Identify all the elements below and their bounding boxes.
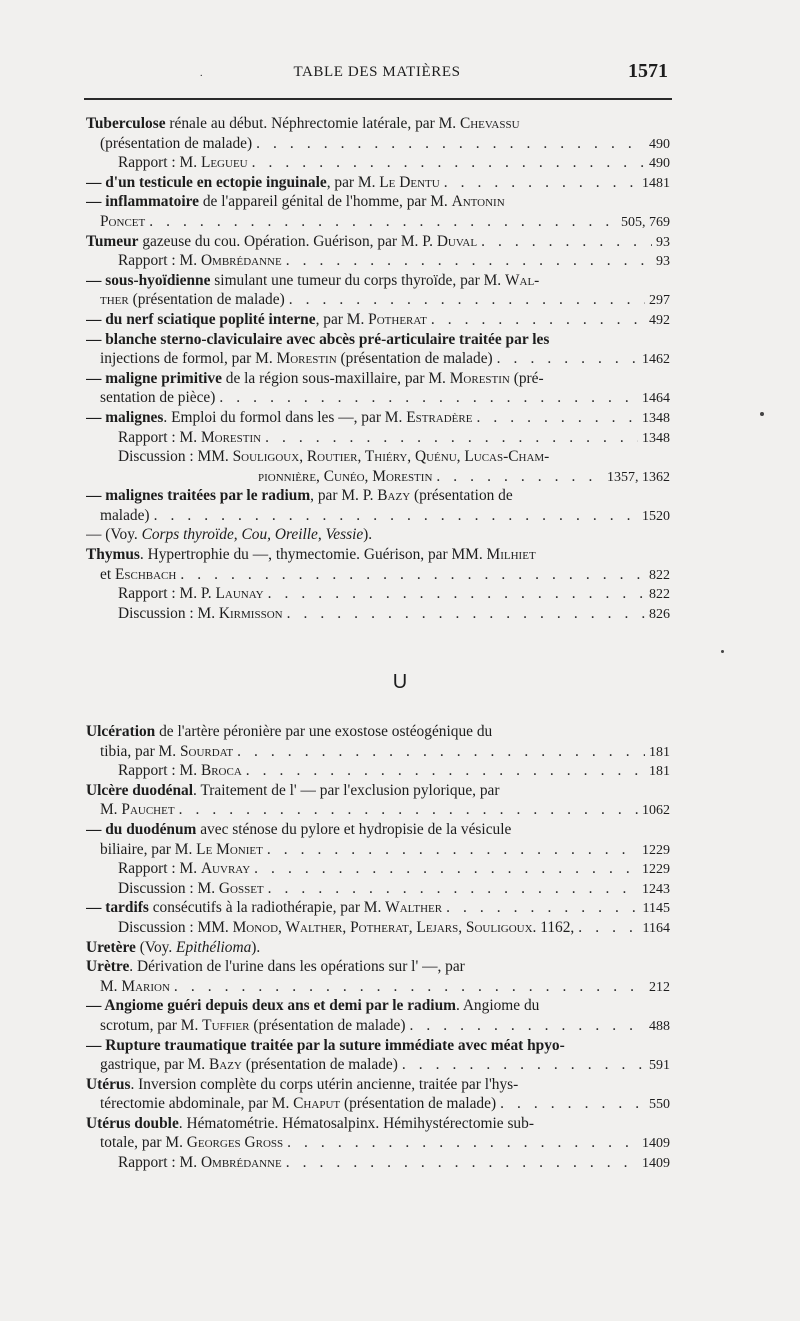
text-run: Pauchet [121, 801, 175, 819]
page-reference: 490 [649, 156, 670, 172]
index-line [86, 1094, 670, 1114]
index-line [86, 977, 670, 997]
text-run: Ombrédanne [200, 252, 282, 270]
text-run: Discussion : M. [118, 604, 219, 622]
text-run: (présentation de [410, 487, 513, 505]
dot-leader [179, 800, 638, 820]
index-line [86, 840, 670, 860]
index-line [86, 134, 670, 154]
index-line [86, 565, 670, 585]
index-line [86, 330, 670, 350]
index-line [86, 1133, 670, 1153]
index-line [86, 604, 670, 624]
page-reference: 212 [649, 979, 670, 995]
text-run: Morestin [200, 428, 262, 446]
index-line [86, 898, 670, 918]
index-line [86, 820, 670, 840]
index-line [86, 722, 670, 742]
text-run: — malignes [86, 408, 164, 426]
index-text [86, 938, 260, 958]
text-run: Discussion : M. [118, 879, 219, 897]
page-reference: 93 [656, 254, 670, 270]
dot-leader [409, 1016, 645, 1036]
index-line [86, 584, 670, 604]
text-run: Morestin [276, 350, 337, 368]
text-run: M. [100, 977, 122, 995]
text-run: (présentation de malade) [249, 1016, 406, 1034]
index-line [86, 192, 670, 212]
text-run: Poncet [100, 212, 146, 230]
index-text [86, 192, 505, 212]
text-run: Chaput [293, 1095, 341, 1113]
text-run: Ulcération [86, 723, 156, 740]
text-run: Rapport : M. [118, 762, 201, 780]
text-run: Tumeur [86, 232, 139, 250]
index-line [86, 388, 670, 408]
text-run: Utérus [86, 1075, 131, 1093]
text-run: Souligoux, Routier, Thiéry, Quénu, Lucas-Cham- [232, 448, 550, 466]
index-text [86, 173, 440, 193]
page-reference: 93 [656, 234, 670, 250]
index-text [118, 153, 248, 173]
text-run: Broca [200, 762, 242, 780]
page-reference: 826 [649, 606, 670, 622]
index-line [86, 957, 670, 977]
text-run: , par M. [315, 310, 369, 328]
dot-leader [497, 349, 638, 369]
index-text [258, 467, 432, 487]
text-run: — du duodénum [86, 820, 197, 838]
page-reference: 1145 [642, 901, 670, 917]
text-run: sentation de pièce) [100, 389, 216, 407]
text-run: Potherat [368, 310, 427, 328]
text-run: Le Moniet [196, 840, 263, 858]
index-text [118, 604, 283, 624]
text-run: . Angiome du [455, 997, 540, 1015]
text-run: (présentation de malade) [241, 1056, 398, 1074]
index-text [86, 957, 465, 977]
text-run: (Voy. [135, 938, 177, 956]
text-run: — (Voy. [86, 526, 142, 544]
index-line [86, 408, 670, 428]
index-text [86, 898, 442, 918]
index-text [86, 781, 500, 801]
text-run: . 1162, [532, 918, 575, 936]
index-text [118, 1153, 282, 1173]
index-line [86, 251, 670, 271]
text-run: totale, par M. [100, 1134, 187, 1152]
text-run: . Inversion complète du corps utérin ancienne, traitée par l'hys- [130, 1075, 519, 1093]
page-reference: 1357, 1362 [607, 469, 670, 485]
index-line [86, 153, 670, 173]
index-text [86, 369, 544, 389]
text-run: Eschbach [114, 565, 177, 583]
index-text [100, 1133, 283, 1153]
index-line [86, 1016, 670, 1036]
index-line [86, 1055, 670, 1075]
text-run: biliaire, par M. [100, 840, 197, 858]
text-run: Discussion : MM. [118, 918, 233, 936]
text-run: . Emploi du formol dans les —, par M. [163, 408, 407, 426]
text-run: simulant une tumeur du corps thyroïde, par M. [210, 271, 505, 289]
text-run: rénale au début. Néphrectomie latérale, par M. [165, 115, 460, 132]
text-run: Chevassu [459, 115, 520, 132]
index-text [100, 388, 215, 408]
index-text [86, 1036, 565, 1056]
text-run: Tuberculose [86, 115, 166, 132]
text-run: Monod, Walther, Potherat, Lejars, Souligoux [232, 918, 533, 936]
index-line [86, 742, 670, 762]
text-run: — tardifs [86, 899, 149, 917]
index-line [86, 232, 670, 252]
page-reference: 505, 769 [621, 214, 670, 230]
text-run: — maligne primitive [86, 369, 222, 387]
print-speck [721, 650, 724, 653]
text-run: de la région sous-maxillaire, par M. [221, 369, 450, 387]
dot-leader [444, 173, 638, 193]
index-text [86, 486, 513, 506]
page-reference: 822 [649, 567, 670, 583]
text-run: . Traitement de l' — par l'exclusion pylorique, par [193, 781, 500, 799]
text-run: Epithélioma [176, 938, 252, 956]
index-line [86, 525, 670, 545]
page-reference: 1464 [642, 391, 670, 407]
dot-leader [254, 859, 638, 879]
index-text [86, 330, 549, 350]
page-reference: 490 [649, 136, 670, 152]
text-run: Walther [385, 899, 443, 917]
print-speck [760, 412, 764, 416]
text-run: , par M. [326, 173, 380, 191]
text-run: Duval [436, 232, 478, 250]
index-text [100, 1094, 496, 1114]
page-reference: 1229 [642, 862, 670, 878]
index-line [86, 859, 670, 879]
page-reference: 181 [649, 744, 670, 760]
page-reference: 1348 [642, 410, 670, 426]
index-text [86, 722, 492, 742]
index-line [86, 173, 670, 193]
index-line [86, 761, 670, 781]
page-reference: 591 [649, 1058, 670, 1074]
text-run: (pré- [509, 369, 544, 387]
text-run: Tuffier [202, 1016, 250, 1034]
page-reference: 1520 [642, 508, 670, 524]
dot-leader [446, 898, 638, 918]
text-run: Rapport : M. [118, 252, 201, 270]
index-text [100, 1016, 405, 1036]
dot-leader [578, 918, 638, 938]
running-header [84, 60, 670, 90]
dot-leader [287, 1133, 638, 1153]
text-run: ). [363, 526, 373, 544]
header-dot: . [200, 68, 203, 79]
text-run: — Angiome guéri depuis deux ans et demi par le radium [86, 997, 456, 1015]
text-run: — du nerf sciatique poplité interne [86, 310, 316, 328]
index-text [100, 1055, 398, 1075]
dot-leader [431, 310, 645, 330]
index-text [118, 918, 574, 938]
page-reference: 822 [649, 587, 670, 603]
dot-leader [219, 388, 638, 408]
index-line [86, 996, 670, 1016]
text-run: Rapport : M. [118, 428, 201, 446]
index-line [86, 879, 670, 899]
header-title: TABLE DES MATIÈRES [293, 64, 461, 80]
text-run: tibia, par M. [100, 742, 180, 760]
text-run: consécutifs à la radiothérapie, par M. [148, 899, 386, 917]
index-block-u [86, 722, 670, 1173]
text-run: . Dérivation de l'urine dans les opérations sur l' —, par [129, 958, 465, 976]
text-run: Rapport : M. P. [118, 585, 216, 603]
index-text [100, 349, 493, 369]
text-run: ther [100, 291, 129, 309]
text-run: Le Dentu [379, 173, 440, 191]
text-run: ). [251, 938, 261, 956]
index-text [100, 800, 175, 820]
page-reference: 181 [649, 764, 670, 780]
dot-leader [286, 251, 652, 271]
text-run: Launay [215, 585, 264, 603]
dot-leader [268, 879, 638, 899]
index-text [86, 232, 477, 252]
text-run: térectomie abdominale, par M. [100, 1095, 294, 1113]
dot-leader [402, 1055, 645, 1075]
text-run: Bazy [209, 1056, 242, 1074]
index-text [86, 1114, 534, 1134]
index-text [86, 408, 472, 428]
text-run: Rapport : M. [118, 154, 201, 172]
text-run: Corps thyroïde, Cou, Oreille, Vessie [141, 526, 364, 544]
text-run: injections de formol, par M. [100, 350, 277, 368]
index-line [86, 918, 670, 938]
dot-leader [246, 761, 645, 781]
index-line [86, 467, 670, 487]
text-run: . Hypertrophie du —, thymectomie. Guérison, par MM. [139, 546, 487, 564]
dot-leader [180, 565, 645, 585]
dot-leader [481, 232, 652, 252]
dot-leader [289, 290, 645, 310]
index-text [100, 134, 252, 154]
text-run: Uretère [86, 938, 136, 956]
page-reference: 492 [649, 312, 670, 328]
text-run: Ombrédanne [200, 1154, 282, 1172]
dot-leader [256, 134, 645, 154]
index-line [86, 1036, 670, 1056]
page-reference: 297 [649, 293, 670, 309]
index-text [86, 545, 536, 565]
text-run: gazeuse du cou. Opération. Guérison, par M. P. [138, 232, 437, 250]
text-run: — Rupture traumatique traitée par la suture immédiate avec méat hpyo- [86, 1036, 565, 1054]
text-run: — sous-hyoïdienne [86, 271, 211, 289]
dot-leader [476, 408, 638, 428]
dot-leader [154, 506, 638, 526]
index-line [86, 545, 670, 565]
index-line [86, 349, 670, 369]
page-number: 1571 [628, 60, 668, 82]
index-line [86, 1075, 670, 1095]
text-run: de l'appareil génital de l'homme, par M. [199, 193, 452, 211]
text-run: Auvray [200, 860, 251, 878]
index-text [86, 114, 520, 134]
text-run: Urètre [86, 958, 130, 976]
index-text [86, 820, 511, 840]
page-reference: 1164 [642, 920, 670, 936]
page-reference: 1409 [642, 1156, 670, 1172]
text-run: (présentation de malade) [100, 134, 253, 152]
index-block-t [86, 114, 670, 623]
text-run: Legueu [200, 154, 248, 172]
index-text [100, 742, 233, 762]
index-text [118, 584, 264, 604]
index-line [86, 212, 670, 232]
text-run: Estradère [406, 408, 473, 426]
text-run: malade) [100, 506, 150, 524]
text-run: Milhiet [486, 546, 536, 564]
page-reference: 488 [649, 1018, 670, 1034]
text-run: Rapport : M. [118, 1154, 201, 1172]
text-run: . Hématométrie. Hématosalpinx. Hémihystérectomie sub- [178, 1114, 534, 1132]
header-rule [84, 98, 672, 100]
index-text [86, 271, 539, 291]
text-run: Rapport : M. [118, 860, 201, 878]
text-run: de l'artère péronière par une exostose ostéogénique du [155, 723, 493, 740]
text-run: (présentation de malade) [128, 291, 285, 309]
text-run: pionnière, Cunéo, Morestin [258, 467, 433, 485]
page-reference: 1062 [642, 803, 670, 819]
index-text [100, 840, 263, 860]
index-line [86, 938, 670, 958]
index-text [86, 310, 427, 330]
page-reference: 1229 [642, 842, 670, 858]
dot-leader [265, 428, 638, 448]
text-run: (présentation de malade) [340, 1095, 497, 1113]
dot-leader [174, 977, 645, 997]
index-line [86, 1153, 670, 1173]
index-text [100, 290, 285, 310]
text-run: Morestin [449, 369, 510, 387]
text-run: Ulcère duodénal [86, 781, 194, 799]
page-reference: 1409 [642, 1136, 670, 1152]
dot-leader [287, 604, 645, 624]
text-run: Wal- [504, 271, 540, 289]
dot-leader [500, 1094, 645, 1114]
text-run: avec sténose du pylore et hydropisie de la vésicule [196, 820, 512, 838]
text-run: , par M. P. [310, 487, 378, 505]
text-run: (présentation de malade) [336, 350, 493, 368]
dot-leader [237, 742, 645, 762]
index-line [86, 800, 670, 820]
index-text [86, 1075, 518, 1095]
text-run: — blanche sterno-claviculaire avec abcès pré-articulaire traitée par les [86, 330, 550, 348]
page-reference: 1481 [642, 175, 670, 191]
text-run: — d'un testicule en ectopie inguinale [86, 173, 327, 191]
text-run: Antonin [451, 193, 505, 211]
index-text [86, 996, 539, 1016]
index-line [86, 428, 670, 448]
text-run: Gosset [218, 879, 264, 897]
page-reference: 1348 [642, 430, 670, 446]
index-text [118, 428, 261, 448]
index-line [86, 290, 670, 310]
dot-leader [149, 212, 617, 232]
index-line [86, 114, 670, 134]
index-text [118, 859, 250, 879]
text-run: Georges Gross [186, 1134, 284, 1152]
index-text [118, 879, 264, 899]
page-reference: 1243 [642, 881, 670, 897]
dot-leader [436, 467, 603, 487]
text-run: Kirmisson [218, 604, 283, 622]
index-line [86, 310, 670, 330]
text-run: — malignes traitées par le radium [86, 487, 311, 505]
index-text [100, 212, 145, 232]
text-run: Utérus double [86, 1114, 179, 1132]
index-text [118, 761, 242, 781]
text-run: — inflammatoire [86, 193, 199, 211]
text-run: M. [100, 801, 122, 819]
text-run: Bazy [377, 487, 411, 505]
index-text [100, 565, 176, 585]
dot-leader [286, 1153, 638, 1173]
text-run: Sourdat [179, 742, 234, 760]
page-reference: 550 [649, 1097, 670, 1113]
index-text [118, 251, 282, 271]
section-letter: U [392, 671, 408, 693]
dot-leader [252, 153, 645, 173]
index-line [86, 781, 670, 801]
dot-leader [268, 584, 645, 604]
text-run: scrotum, par M. [100, 1016, 203, 1034]
index-text [118, 447, 549, 467]
index-line [86, 486, 670, 506]
index-text [86, 525, 372, 545]
index-line [86, 369, 670, 389]
index-line [86, 271, 670, 291]
text-run: Discussion : MM. [118, 448, 233, 466]
index-text [100, 506, 150, 526]
dot-leader [267, 840, 638, 860]
text-run: Marion [121, 977, 170, 995]
index-line [86, 1114, 670, 1134]
index-text [100, 977, 170, 997]
text-run: Thymus [86, 546, 140, 564]
text-run: gastrique, par M. [100, 1056, 209, 1074]
index-line [86, 506, 670, 526]
page-reference: 1462 [642, 352, 670, 368]
index-line [86, 447, 670, 467]
text-run: et [100, 565, 115, 583]
